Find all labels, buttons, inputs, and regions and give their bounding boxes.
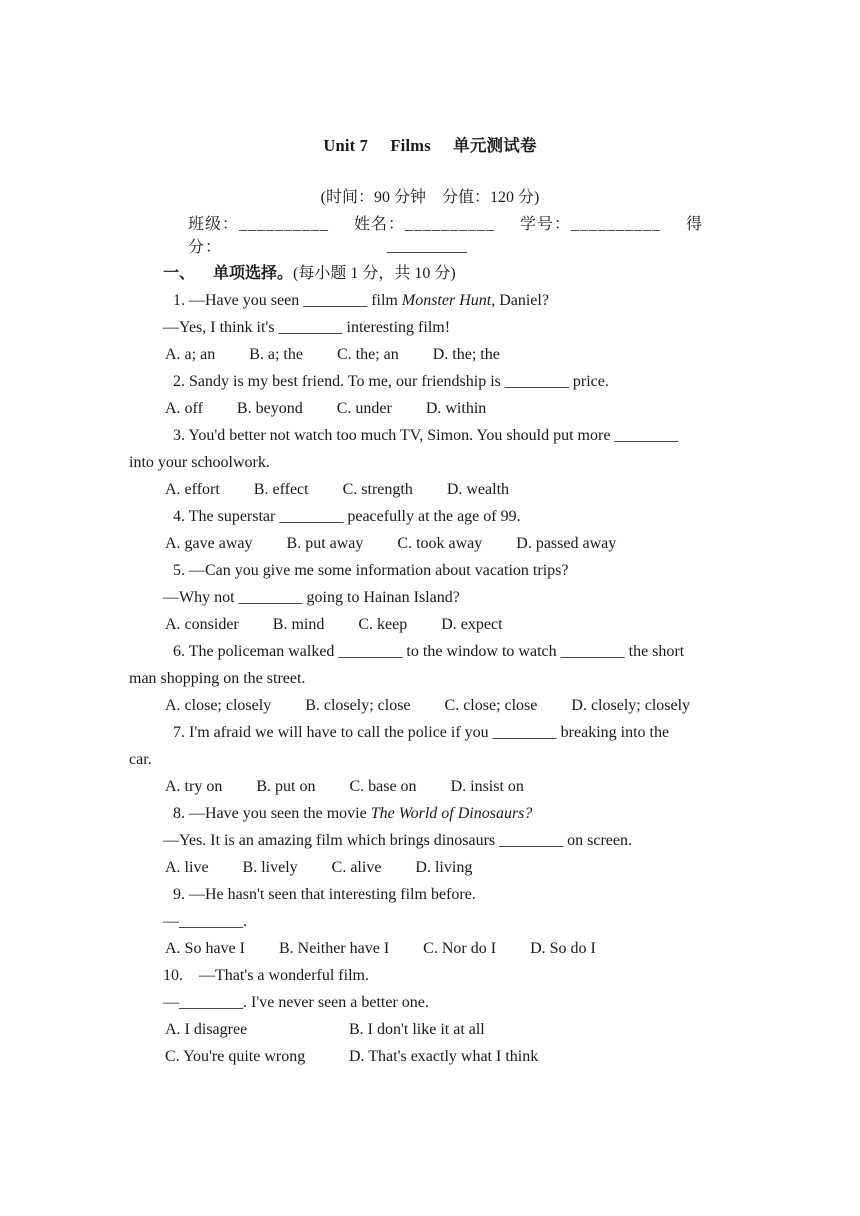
section-note: (每小题 1 分，共 10 分) [293, 265, 456, 282]
question-4-options [165, 534, 616, 554]
score-field: 得分： [188, 216, 704, 256]
question-4-line-1: 4. The superstar ________ peacefully at the age of 99. [173, 508, 521, 525]
question-1-line-2: —Yes, I think it's ________ interesting film! [163, 319, 451, 336]
option-d: D. That's exactly what I think [349, 1048, 539, 1065]
question-9-line-1: 9. —He hasn't seen that interesting film before. [173, 886, 476, 903]
option-b: B. Neither have I [278, 940, 390, 957]
option-d: D. passed away [516, 535, 617, 552]
question-2-line-1: 2. Sandy is my best friend. To me, our friendship is ________ price. [173, 373, 609, 390]
question-5-options [165, 615, 503, 635]
option-d: D. expect [441, 616, 503, 633]
question-3-line-2: into your schoolwork. [129, 454, 270, 471]
option-d: D. within [425, 400, 487, 417]
option-c: C. alive [331, 859, 382, 876]
option-a: A. try on [165, 778, 223, 795]
question-6-options [165, 696, 690, 716]
question-3-options [165, 480, 509, 500]
option-c: C. You're quite wrong [165, 1048, 306, 1065]
exam-meta: (时间：90 分钟 分值：120 分) [320, 189, 540, 206]
question-8-options [165, 858, 472, 878]
option-a: A. off [165, 400, 203, 417]
question-8-line-2: —Yes. It is an amazing film which brings dinosaurs ________ on screen. [163, 832, 632, 849]
question-9-line-2: —________. [163, 913, 247, 930]
q1-film-title: Monster Hunt, [401, 292, 496, 309]
q1-text-end: Daniel? [495, 292, 549, 309]
question-1-options [165, 345, 500, 365]
option-a: A. effort [165, 481, 220, 498]
question-7-options [165, 777, 524, 797]
question-6-line-2: man shopping on the street. [129, 670, 306, 687]
question-1-line-1 [173, 291, 549, 311]
option-d: D. living [415, 859, 473, 876]
option-c: C. under [336, 400, 392, 417]
option-a: A. live [165, 859, 209, 876]
q8-film-title: The World of Dinosaurs? [370, 805, 533, 822]
question-10-options-row-2 [165, 1047, 538, 1067]
question-2-options [165, 399, 486, 419]
question-5-line-2: —Why not ________ going to Hainan Island? [163, 589, 460, 606]
option-c: C. close; close [444, 697, 538, 714]
option-d: D. So do I [530, 940, 596, 957]
option-b: B. put on [256, 778, 316, 795]
option-b: B. closely; close [305, 697, 411, 714]
option-a: A. So have I [165, 940, 245, 957]
option-c: C. the; an [336, 346, 399, 363]
option-c: C. took away [397, 535, 483, 552]
question-7-line-2: car. [129, 751, 152, 768]
option-b: B. beyond [236, 400, 303, 417]
option-c: C. strength [342, 481, 413, 498]
title-cn: 单元测试卷 [453, 136, 537, 155]
option-a: A. a; an [165, 346, 216, 363]
section-name: 单项选择。 [213, 265, 294, 282]
question-5-line-1: 5. —Can you give me some information about vacation trips? [173, 562, 569, 579]
q8-text: 8. —Have you seen the movie [173, 805, 371, 822]
class-field: 班级：__________ [188, 216, 330, 233]
question-10-line-1: 10. —That's a wonderful film. [163, 967, 369, 984]
section-number: 一、 [163, 265, 196, 282]
page-title [0, 132, 860, 156]
question-8-line-1 [173, 804, 532, 824]
option-a: A. I disagree [165, 1021, 248, 1038]
question-10-line-2: —________. I've never seen a better one. [163, 994, 429, 1011]
option-b: B. a; the [249, 346, 303, 363]
option-d: D. insist on [450, 778, 524, 795]
option-a: A. gave away [165, 535, 253, 552]
option-c: C. base on [349, 778, 417, 795]
option-c: C. keep [358, 616, 408, 633]
option-d: D. the; the [432, 346, 500, 363]
option-c: C. Nor do I [423, 940, 497, 957]
option-d: D. wealth [446, 481, 510, 498]
score-blank: __________ [387, 238, 467, 255]
option-a: A. consider [165, 616, 239, 633]
id-field: 学号：__________ [520, 216, 662, 233]
option-b: B. lively [242, 859, 298, 876]
option-b: B. put away [286, 535, 364, 552]
title-unit: Unit 7 [323, 136, 369, 155]
section-heading [163, 264, 456, 284]
option-b: B. mind [272, 616, 325, 633]
option-a: A. close; closely [165, 697, 272, 714]
question-7-line-1: 7. I'm afraid we will have to call the police if you ________ breaking into the [173, 724, 670, 741]
question-10-options-row-1 [165, 1020, 485, 1040]
title-topic: Films [390, 136, 431, 155]
q1-text: 1. —Have you seen ________ film [173, 292, 402, 309]
option-b: B. effect [253, 481, 309, 498]
option-d: D. closely; closely [571, 697, 691, 714]
name-field: 姓名：__________ [354, 216, 496, 233]
question-6-line-1: 6. The policeman walked ________ to the window to watch ________ the short [173, 643, 685, 660]
option-b: B. I don't like it at all [349, 1021, 485, 1038]
question-9-options [165, 939, 596, 959]
question-3-line-1: 3. You'd better not watch too much TV, Simon. You should put more ________ [173, 427, 679, 444]
